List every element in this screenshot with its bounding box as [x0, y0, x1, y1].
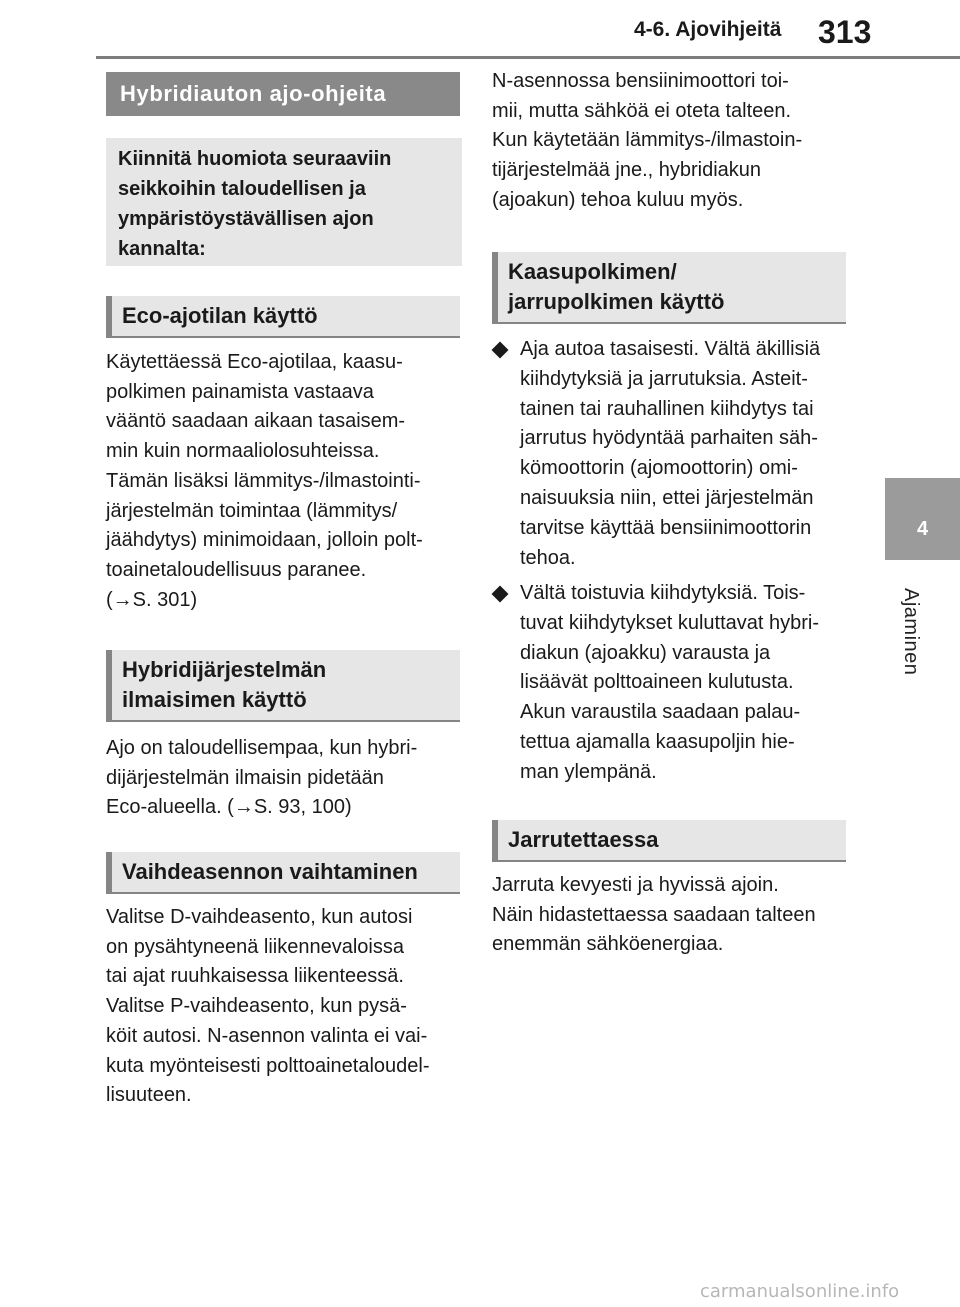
main-title: Hybridiauton ajo-ohjeita — [106, 72, 460, 116]
text-line: on pysähtyneenä liikennevaloissa — [106, 935, 404, 958]
text-line: Käytettäessä Eco-ajotilaa, kaasu- — [106, 351, 403, 373]
text-line: kuta myönteisesti polttoainetaloudel- — [106, 1054, 430, 1077]
text-line: enemmän sähköenergiaa. — [492, 933, 724, 956]
text-line: lisuuteen. — [106, 1084, 192, 1107]
text-line: tehoa. — [520, 546, 576, 569]
text-line: tuvat kiihdytykset kuluttavat hybri- — [520, 611, 820, 634]
text-line: Eco-alueella. (→S. 93, 100) — [106, 796, 352, 819]
gear-paragraph — [106, 903, 430, 1111]
text-line: Tämän lisäksi lämmitys-/ilmastointi- — [106, 469, 421, 492]
text-line: Kun käytetään lämmitys-/ilmastoin- — [492, 129, 803, 152]
heading-line: Kaasupolkimen/ — [508, 259, 677, 284]
text-line: tijärjestelmää jne., hybridiakun — [492, 159, 762, 182]
text-line: kiihdytyksiä ja jarrutuksia. Asteit- — [520, 367, 808, 390]
text-line: man ylempänä. — [520, 760, 657, 783]
gear-heading: Vaihdeasennon vaihtaminen — [106, 852, 460, 894]
text-line: Jarruta kevyesti ja hyvissä ajoin. — [492, 874, 779, 896]
text-line: min kuin normaaliolosuhteissa. — [106, 440, 380, 463]
text-line: Näin hidastettaessa saadaan talteen — [492, 903, 816, 926]
intro-line: seikkoihin taloudellisen ja — [118, 178, 366, 200]
intro-line: kannalta: — [118, 238, 206, 260]
brake-paragraph — [492, 871, 816, 960]
diamond-bullet-icon — [492, 586, 509, 603]
eco-heading: Eco-ajotilan käyttö — [106, 296, 460, 338]
text-line: N-asennossa bensiinimoottori toi- — [492, 70, 789, 92]
text-line: jarrutus hyödyntää parhaiten säh- — [520, 427, 818, 450]
pedal-heading — [492, 252, 846, 324]
text-line: lisäävät polttoaineen kulutusta. — [520, 671, 794, 694]
text-line: toainetaloudellisuus paranee. — [106, 558, 367, 581]
text-line: naisuuksia niin, ettei järjestelmän — [520, 486, 814, 509]
eco-paragraph — [106, 348, 423, 615]
text-line: tettua ajamalla kaasupoljin hie- — [520, 730, 795, 753]
text-line: polkimen painamista vastaava — [106, 380, 374, 403]
intro-line: Kiinnitä huomiota seuraaviin — [118, 148, 392, 170]
text-line: (ajoakun) tehoa kuluu myös. — [492, 188, 744, 211]
text-line: tainen tai rauhallinen kiihdytys tai — [520, 397, 814, 420]
indicator-paragraph — [106, 734, 417, 823]
heading-line: Hybridijärjestelmän — [122, 657, 327, 682]
text-line: Vältä toistuvia kiihdytyksiä. Tois- — [520, 582, 806, 604]
diamond-bullet-icon — [492, 342, 509, 359]
text-line: tai ajat ruuhkaisessa liikenteessä. — [106, 965, 404, 988]
pedal-bullet-2 — [494, 579, 819, 788]
intro-box — [106, 138, 462, 266]
heading-line: ilmaisimen käyttö — [122, 687, 307, 712]
brake-heading: Jarrutettaessa — [492, 820, 846, 862]
text-line: dijärjestelmän ilmaisin pidetään — [106, 766, 384, 789]
text-line: (→S. 301) — [106, 588, 198, 611]
text-line: Ajo on taloudellisempaa, kun hybri- — [106, 737, 418, 759]
chapter-tab — [885, 478, 960, 1278]
page-number: 313 — [818, 14, 872, 50]
text-line: vääntö saadaan aikaan tasaisem- — [106, 410, 406, 433]
chapter-name: Ajaminen — [900, 588, 922, 676]
text-line: järjestelmän toimintaa (lämmitys/ — [106, 499, 398, 522]
text-line: tarvitse käyttää bensiinimoottorin — [520, 516, 812, 539]
gear-continuation — [492, 67, 802, 216]
text-line: kömoottorin (ajomoottorin) omi- — [520, 457, 798, 480]
header-rule — [96, 56, 960, 59]
chapter-number: 4 — [885, 478, 960, 560]
text-line: Valitse P-vaihdeasento, kun pysä- — [106, 995, 407, 1018]
section-title: 4-6. Ajovihjeitä — [634, 18, 782, 41]
text-line: köit autosi. N-asennon valinta ei vai- — [106, 1024, 428, 1047]
text-line: Akun varaustila saadaan palau- — [520, 701, 801, 724]
text-line: mii, mutta sähköä ei oteta talteen. — [492, 99, 792, 122]
text-line: Aja autoa tasaisesti. Vältä äkillisiä — [520, 338, 821, 360]
indicator-heading — [106, 650, 460, 722]
intro-line: ympäristöystävällisen ajon — [118, 208, 374, 230]
pedal-bullet-1 — [494, 335, 820, 573]
heading-line: jarrupolkimen käyttö — [508, 289, 725, 314]
text-line: diakun (ajoakku) varausta ja — [520, 641, 771, 664]
watermark: carmanualsonline.info — [700, 1281, 900, 1302]
text-line: jäähdytys) minimoidaan, jolloin polt- — [106, 529, 423, 552]
text-line: Valitse D-vaihdeasento, kun autosi — [106, 906, 413, 928]
